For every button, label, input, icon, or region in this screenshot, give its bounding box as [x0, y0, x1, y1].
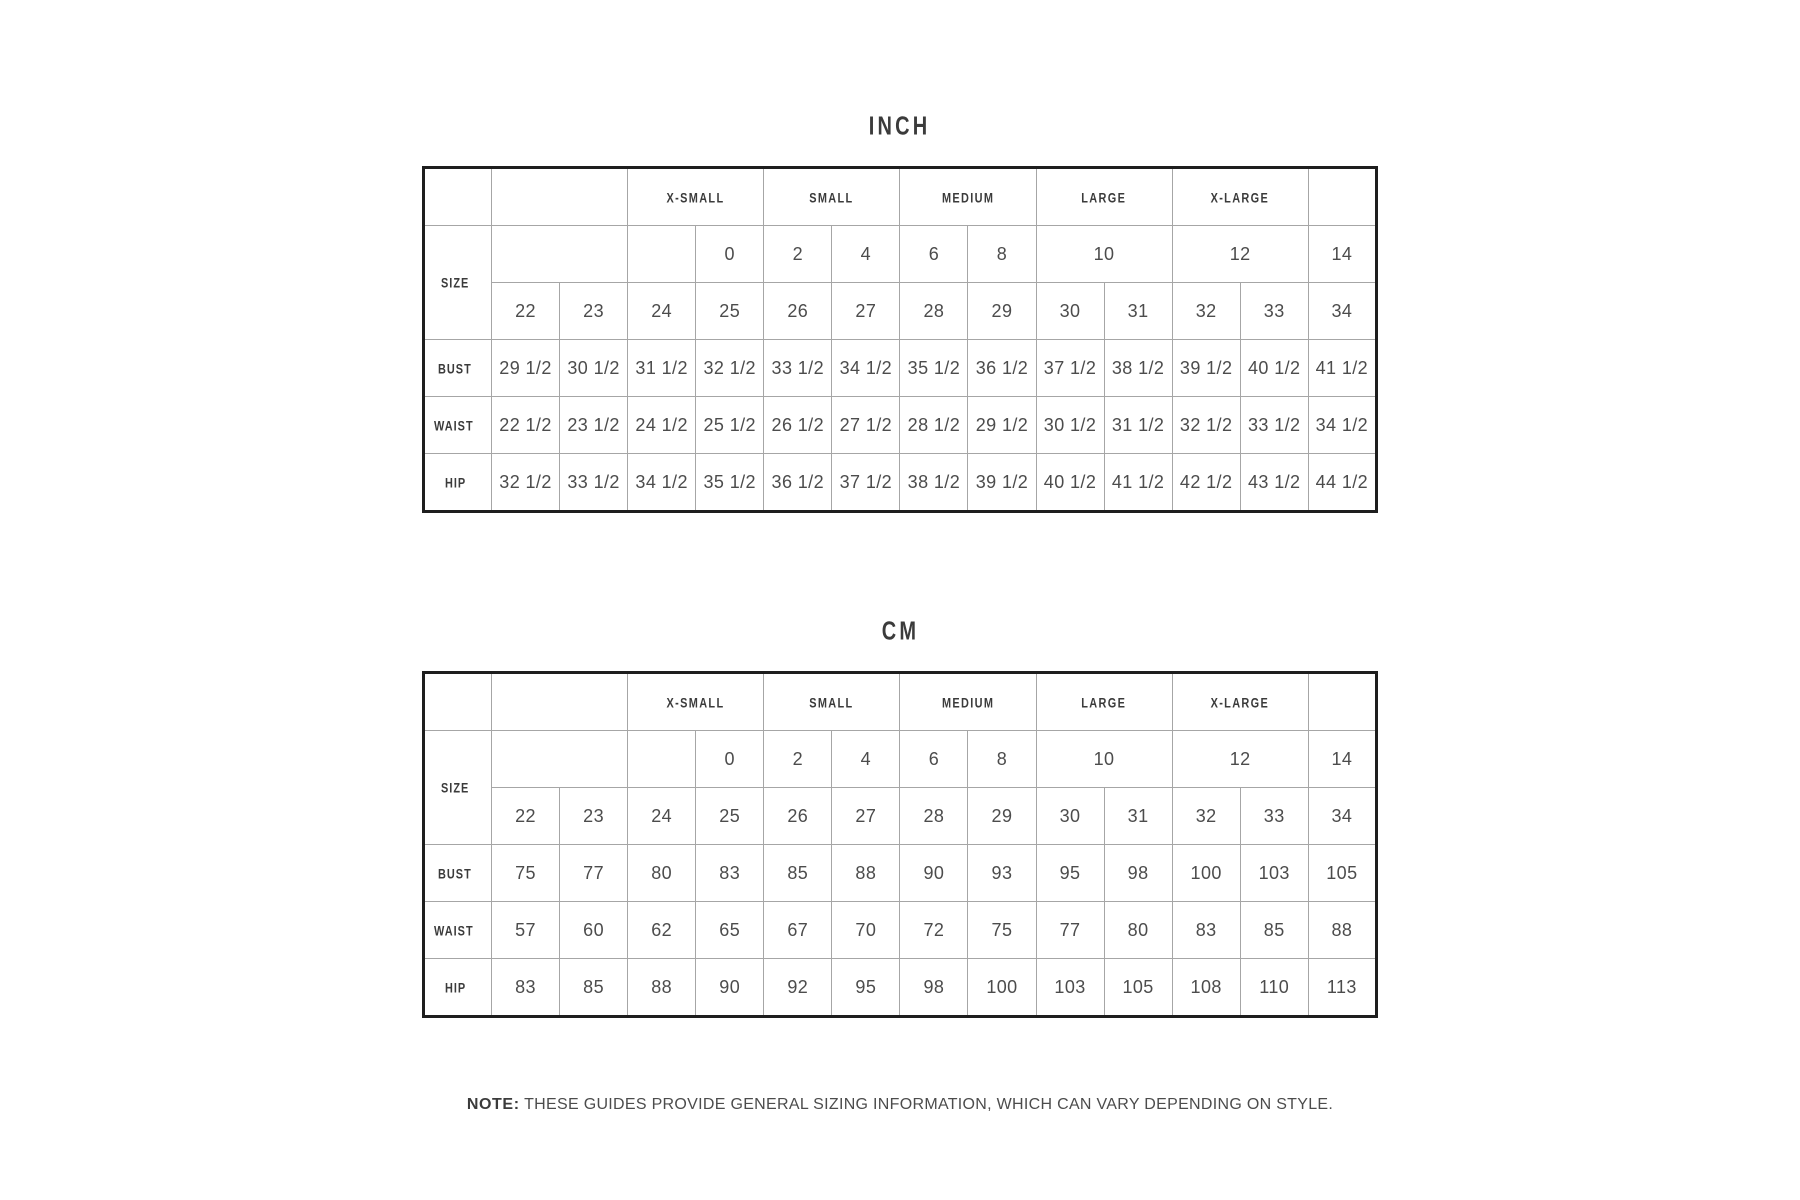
- measurement-value-cell: 26 1/2: [764, 397, 832, 454]
- us-size-cell: 12: [1172, 226, 1308, 283]
- group-header-row: [424, 168, 1377, 226]
- measurement-value-cell: 29 1/2: [968, 397, 1036, 454]
- size-label: SIZE: [441, 274, 470, 291]
- group-header-small: [764, 673, 900, 731]
- measurement-value-cell: 23 1/2: [560, 397, 628, 454]
- measurement-label: HIP: [445, 978, 467, 996]
- measurement-value-cell: 85: [764, 845, 832, 902]
- measurement-label-cell: [424, 397, 492, 454]
- measurement-value-cell: 62: [628, 902, 696, 959]
- numeric-size-cell: 22: [492, 788, 560, 845]
- numeric-size-cell: 23: [560, 788, 628, 845]
- numeric-size-cell: 34: [1308, 788, 1376, 845]
- measurement-value-cell: 32 1/2: [1172, 397, 1240, 454]
- measurement-value-cell: 33 1/2: [560, 454, 628, 512]
- group-header-x-large: [1172, 168, 1308, 226]
- empty-cell: [492, 731, 628, 788]
- measurement-value-cell: 24 1/2: [628, 397, 696, 454]
- group-header-label: LARGE: [1081, 693, 1127, 711]
- measurement-value-cell: 32 1/2: [696, 340, 764, 397]
- group-header-x-small: [628, 168, 764, 226]
- measurement-value-cell: 83: [1172, 902, 1240, 959]
- numeric-size-cell: 30: [1036, 788, 1104, 845]
- numeric-size-cell: 29: [968, 788, 1036, 845]
- waist-row: [424, 902, 1377, 959]
- measurement-value-cell: 77: [1036, 902, 1104, 959]
- group-header-label: X-SMALL: [666, 188, 725, 206]
- numeric-size-cell: 24: [628, 283, 696, 340]
- size-label-cell: [424, 226, 492, 340]
- empty-corner-cell: [424, 673, 492, 731]
- measurement-value-cell: 85: [1240, 902, 1308, 959]
- measurement-value-cell: 32 1/2: [492, 454, 560, 512]
- inch-size-table: [422, 166, 1378, 513]
- numeric-size-row: [424, 788, 1377, 845]
- size-label-cell: [424, 731, 492, 845]
- measurement-label-cell: [424, 959, 492, 1017]
- measurement-value-cell: 41 1/2: [1104, 454, 1172, 512]
- measurement-value-cell: 108: [1172, 959, 1240, 1017]
- measurement-value-cell: 29 1/2: [492, 340, 560, 397]
- size-guide-page: [422, 0, 1378, 1114]
- us-size-row: [424, 226, 1377, 283]
- group-header-label: SMALL: [809, 188, 854, 206]
- waist-row: [424, 397, 1377, 454]
- measurement-value-cell: 57: [492, 902, 560, 959]
- numeric-size-cell: 33: [1240, 788, 1308, 845]
- measurement-value-cell: 41 1/2: [1308, 340, 1376, 397]
- measurement-value-cell: 60: [560, 902, 628, 959]
- measurement-value-cell: 80: [628, 845, 696, 902]
- measurement-value-cell: 30 1/2: [1036, 397, 1104, 454]
- measurement-value-cell: 33 1/2: [764, 340, 832, 397]
- numeric-size-cell: 22: [492, 283, 560, 340]
- measurement-value-cell: 37 1/2: [832, 454, 900, 512]
- empty-cell: [492, 226, 628, 283]
- measurement-value-cell: 35 1/2: [900, 340, 968, 397]
- group-header-label: LARGE: [1081, 188, 1127, 206]
- measurement-value-cell: 98: [900, 959, 968, 1017]
- measurement-value-cell: 105: [1308, 845, 1376, 902]
- us-size-cell: 12: [1172, 731, 1308, 788]
- measurement-label: BUST: [437, 359, 472, 377]
- measurement-value-cell: 31 1/2: [1104, 397, 1172, 454]
- measurement-value-cell: 110: [1240, 959, 1308, 1017]
- group-header-row: [424, 673, 1377, 731]
- measurement-value-cell: 42 1/2: [1172, 454, 1240, 512]
- measurement-value-cell: 88: [628, 959, 696, 1017]
- us-size-cell: 6: [900, 731, 968, 788]
- measurement-value-cell: 27 1/2: [832, 397, 900, 454]
- numeric-size-row: [424, 283, 1377, 340]
- measurement-value-cell: 31 1/2: [628, 340, 696, 397]
- us-size-cell: 8: [968, 226, 1036, 283]
- empty-corner-cell: [424, 168, 492, 226]
- measurement-label: HIP: [445, 473, 467, 491]
- us-size-cell: 6: [900, 226, 968, 283]
- us-size-cell: 14: [1308, 226, 1376, 283]
- measurement-value-cell: 44 1/2: [1308, 454, 1376, 512]
- us-size-cell: 0: [696, 731, 764, 788]
- group-header-label: X-SMALL: [666, 693, 725, 711]
- numeric-size-cell: 26: [764, 788, 832, 845]
- us-size-cell: 2: [764, 226, 832, 283]
- measurement-value-cell: 100: [968, 959, 1036, 1017]
- numeric-size-cell: 32: [1172, 283, 1240, 340]
- measurement-value-cell: 39 1/2: [968, 454, 1036, 512]
- numeric-size-cell: 32: [1172, 788, 1240, 845]
- group-header-large: [1036, 673, 1172, 731]
- cm-size-table: [422, 671, 1378, 1018]
- measurement-value-cell: 88: [832, 845, 900, 902]
- measurement-label: BUST: [437, 864, 472, 882]
- measurement-label-cell: [424, 902, 492, 959]
- measurement-value-cell: 83: [696, 845, 764, 902]
- group-header-label: X-LARGE: [1210, 693, 1270, 711]
- measurement-label-cell: [424, 340, 492, 397]
- group-header-label: X-LARGE: [1210, 188, 1270, 206]
- group-header-medium: [900, 673, 1036, 731]
- empty-group-cell: [492, 168, 628, 226]
- measurement-value-cell: 72: [900, 902, 968, 959]
- numeric-size-cell: 31: [1104, 283, 1172, 340]
- empty-cell: [628, 226, 696, 283]
- hip-row: [424, 959, 1377, 1017]
- group-header-label: MEDIUM: [941, 188, 995, 206]
- measurement-value-cell: 93: [968, 845, 1036, 902]
- empty-group-cell: [1308, 673, 1376, 731]
- numeric-size-cell: 25: [696, 283, 764, 340]
- us-size-row: [424, 731, 1377, 788]
- size-label: SIZE: [441, 779, 470, 796]
- measurement-value-cell: 77: [560, 845, 628, 902]
- measurement-value-cell: 105: [1104, 959, 1172, 1017]
- measurement-value-cell: 90: [900, 845, 968, 902]
- numeric-size-cell: 34: [1308, 283, 1376, 340]
- inch-title: [422, 112, 1378, 141]
- us-size-cell: 2: [764, 731, 832, 788]
- cm-section: [422, 617, 1378, 1018]
- measurement-value-cell: 100: [1172, 845, 1240, 902]
- measurement-value-cell: 28 1/2: [900, 397, 968, 454]
- numeric-size-cell: 29: [968, 283, 1036, 340]
- measurement-value-cell: 90: [696, 959, 764, 1017]
- measurement-value-cell: 85: [560, 959, 628, 1017]
- measurement-value-cell: 38 1/2: [1104, 340, 1172, 397]
- measurement-value-cell: 67: [764, 902, 832, 959]
- hip-row: [424, 454, 1377, 512]
- us-size-cell: 4: [832, 731, 900, 788]
- measurement-value-cell: 103: [1036, 959, 1104, 1017]
- measurement-value-cell: 39 1/2: [1172, 340, 1240, 397]
- numeric-size-cell: 28: [900, 788, 968, 845]
- numeric-size-cell: 26: [764, 283, 832, 340]
- numeric-size-cell: 31: [1104, 788, 1172, 845]
- bust-row: [424, 340, 1377, 397]
- sizing-note: [422, 1096, 1378, 1114]
- us-size-cell: 4: [832, 226, 900, 283]
- measurement-value-cell: 36 1/2: [968, 340, 1036, 397]
- group-header-x-small: [628, 673, 764, 731]
- cm-title: [422, 617, 1378, 646]
- inch-section: [422, 112, 1378, 513]
- group-header-small: [764, 168, 900, 226]
- measurement-value-cell: 80: [1104, 902, 1172, 959]
- measurement-value-cell: 35 1/2: [696, 454, 764, 512]
- measurement-value-cell: 36 1/2: [764, 454, 832, 512]
- measurement-value-cell: 70: [832, 902, 900, 959]
- numeric-size-cell: 25: [696, 788, 764, 845]
- empty-cell: [628, 731, 696, 788]
- bust-row: [424, 845, 1377, 902]
- numeric-size-cell: 28: [900, 283, 968, 340]
- us-size-cell: 10: [1036, 731, 1172, 788]
- measurement-value-cell: 83: [492, 959, 560, 1017]
- measurement-label: WAIST: [434, 921, 475, 939]
- measurement-value-cell: 75: [492, 845, 560, 902]
- cm-title-text: CM: [881, 616, 919, 646]
- empty-group-cell: [1308, 168, 1376, 226]
- numeric-size-cell: 23: [560, 283, 628, 340]
- measurement-value-cell: 40 1/2: [1240, 340, 1308, 397]
- numeric-size-cell: 24: [628, 788, 696, 845]
- measurement-value-cell: 33 1/2: [1240, 397, 1308, 454]
- measurement-value-cell: 95: [1036, 845, 1104, 902]
- measurement-label-cell: [424, 845, 492, 902]
- measurement-value-cell: 34 1/2: [628, 454, 696, 512]
- numeric-size-cell: 30: [1036, 283, 1104, 340]
- us-size-cell: 14: [1308, 731, 1376, 788]
- us-size-cell: 8: [968, 731, 1036, 788]
- measurement-value-cell: 34 1/2: [1308, 397, 1376, 454]
- measurement-value-cell: 98: [1104, 845, 1172, 902]
- group-header-label: SMALL: [809, 693, 854, 711]
- us-size-cell: 0: [696, 226, 764, 283]
- measurement-value-cell: 40 1/2: [1036, 454, 1104, 512]
- note-label: NOTE:: [466, 1096, 520, 1113]
- measurement-value-cell: 25 1/2: [696, 397, 764, 454]
- measurement-label: WAIST: [434, 416, 475, 434]
- measurement-value-cell: 103: [1240, 845, 1308, 902]
- measurement-value-cell: 34 1/2: [832, 340, 900, 397]
- us-size-cell: 10: [1036, 226, 1172, 283]
- measurement-value-cell: 43 1/2: [1240, 454, 1308, 512]
- measurement-label-cell: [424, 454, 492, 512]
- measurement-value-cell: 65: [696, 902, 764, 959]
- measurement-value-cell: 95: [832, 959, 900, 1017]
- numeric-size-cell: 27: [832, 788, 900, 845]
- measurement-value-cell: 113: [1308, 959, 1376, 1017]
- group-header-x-large: [1172, 673, 1308, 731]
- measurement-value-cell: 92: [764, 959, 832, 1017]
- measurement-value-cell: 30 1/2: [560, 340, 628, 397]
- group-header-medium: [900, 168, 1036, 226]
- group-header-label: MEDIUM: [941, 693, 995, 711]
- measurement-value-cell: 88: [1308, 902, 1376, 959]
- group-header-large: [1036, 168, 1172, 226]
- empty-group-cell: [492, 673, 628, 731]
- measurement-value-cell: 38 1/2: [900, 454, 968, 512]
- measurement-value-cell: 37 1/2: [1036, 340, 1104, 397]
- numeric-size-cell: 27: [832, 283, 900, 340]
- inch-title-text: INCH: [869, 111, 931, 141]
- numeric-size-cell: 33: [1240, 283, 1308, 340]
- note-text: THESE GUIDES PROVIDE GENERAL SIZING INFORMATION, WHICH CAN VARY DEPENDING ON STYLE.: [524, 1096, 1334, 1113]
- measurement-value-cell: 75: [968, 902, 1036, 959]
- measurement-value-cell: 22 1/2: [492, 397, 560, 454]
